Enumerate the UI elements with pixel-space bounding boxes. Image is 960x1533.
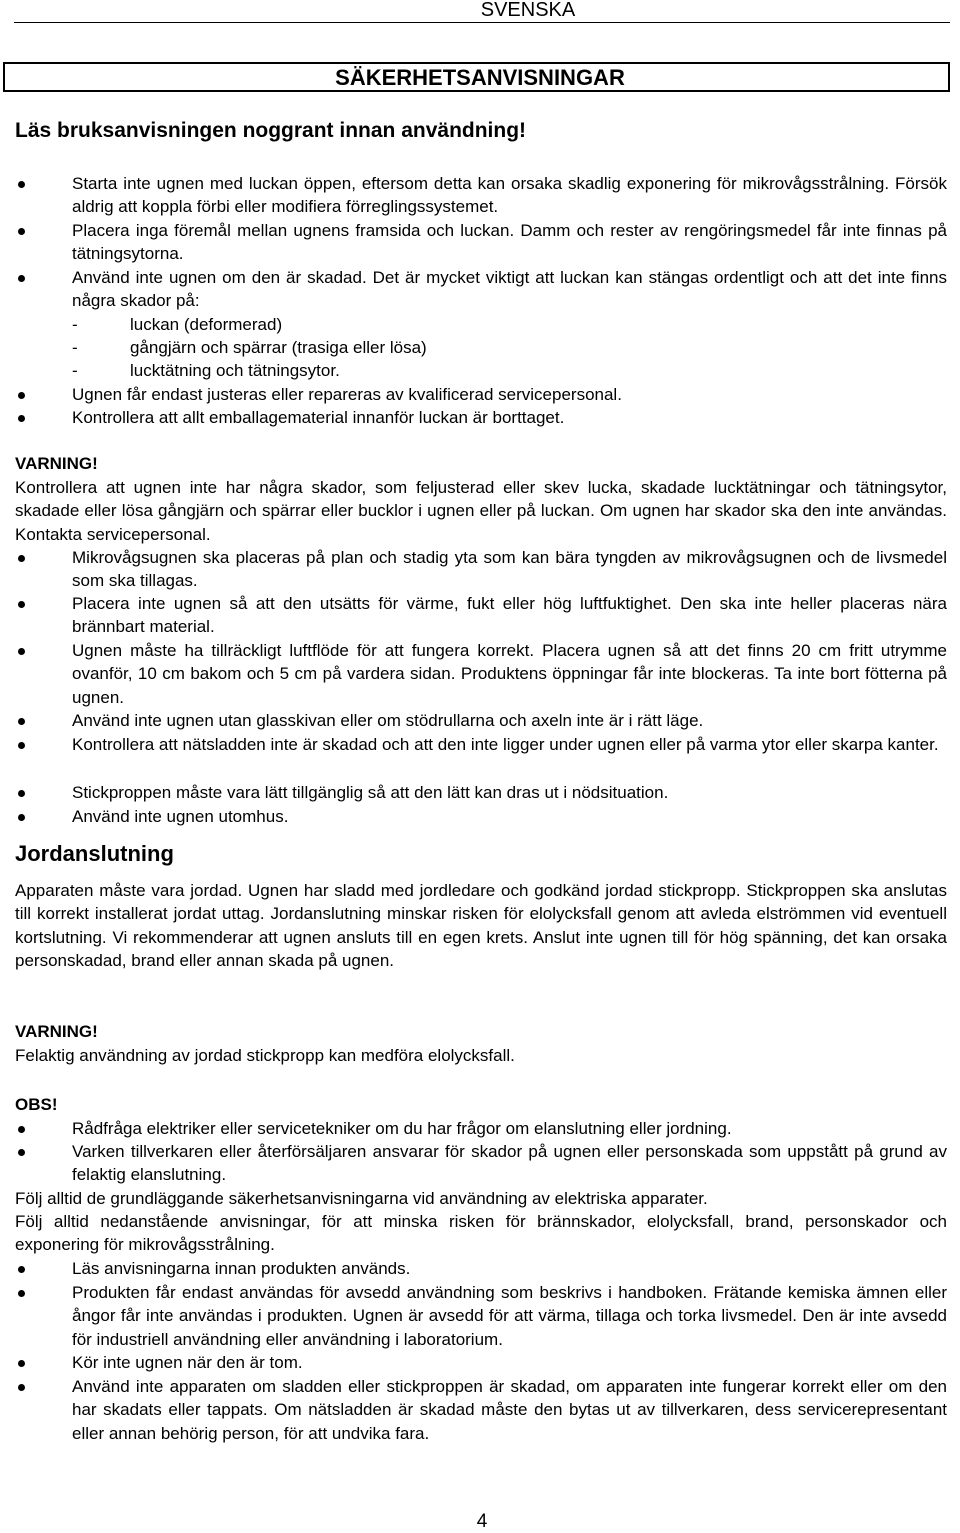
bullet-item: Kontrollera att allt emballagematerial innanför luckan är borttaget.: [72, 408, 565, 427]
follow-text: Följ alltid nedanstående anvisningar, för att minska risken för brännskador, elolycksfall, brand, personskador och exponering för mikrovågsstrålning.: [15, 1212, 947, 1255]
dash-marker: -: [72, 338, 78, 357]
bullet-item: Varken tillverkaren eller återförsäljaren ansvarar för skador på ugnen eller personskada som uppstått på grund av felaktig elanslutning.: [72, 1142, 947, 1185]
bullet-item: Läs anvisningarna innan produkten används.: [72, 1259, 411, 1278]
bullet-item: Stickproppen måste vara lätt tillgänglig så att den lätt kan dras ut i nödsituation.: [72, 783, 669, 802]
bullet-dot: [18, 1384, 25, 1391]
bullet-dot: [18, 742, 25, 749]
bullet-item: Använd inte ugnen utomhus.: [72, 807, 289, 826]
bullet-item: Använd inte ugnen om den är skadad. Det är mycket viktigt att luckan kan stängas ordentligt och att det inte finns några skador på:: [72, 268, 947, 311]
bullet-dot: [18, 1266, 25, 1273]
header-divider: [14, 22, 950, 23]
bullet-dot: [18, 814, 25, 821]
bullet-item: Använd inte apparaten om sladden eller stickproppen är skadad, om apparaten inte fungerar korrekt eller om den har skadats eller tappats. Om nätsladden är skadad måste den bytas ut av tillverkaren, dess servicerepresentant eller annan behörig person, för att undvika fara.: [72, 1377, 947, 1443]
bullet-item: Rådfråga elektriker eller servicetekniker om du har frågor om elanslutning eller jordning.: [72, 1119, 732, 1138]
warning-text: Felaktig användning av jordad stickpropp kan medföra elolycksfall.: [15, 1046, 515, 1065]
bullet-dot: [18, 1126, 25, 1133]
bullet-item: Ugnen måste ha tillräckligt luftflöde för att fungera korrekt. Placera ugnen så att det finns 20 cm fritt utrymme ovanför, 10 cm bakom och 5 cm på vardera sidan. Produktens öppningar får inte blockeras. Ta inte bort fötterna på ugnen.: [72, 641, 947, 707]
header-language: SVENSKA: [480, 0, 576, 21]
note-label: OBS!: [15, 1095, 58, 1114]
bullet-item: Använd inte ugnen utan glasskivan eller om stödrullarna och axeln inte är i rätt läge.: [72, 711, 704, 730]
bullet-dot: [18, 275, 25, 282]
warning-label: VARNING!: [15, 1022, 98, 1041]
grounding-text: Apparaten måste vara jordad. Ugnen har sladd med jordledare och godkänd jordad stickpropp. Stickproppen ska anslutas till korrekt installerat jordat uttag. Jordanslutning minskar risken för elolycksfall genom att avleda elströmmen vid eventuell kortslutning. Vi rekommenderar att ugnen ansluts till en egen krets. Anslut inte ugnen till för hög spänning, det kan orsaka personskadad, brand eller annan skada på ugnen.: [15, 881, 947, 970]
bullet-dot: [18, 790, 25, 797]
bullet-item: Kontrollera att nätsladden inte är skadad och att den inte ligger under ugnen eller på varma ytor eller skarpa kanter.: [72, 735, 939, 754]
bullet-item: Produkten får endast användas för avsedd användning som beskrivs i handboken. Frätande kemiska ämnen eller ångor får inte användas i produkten. Ugnen är avsedd för att värma, tillaga och torka livsmedel. Den är inte avsedd för industriell användning eller användning i laboratorium.: [72, 1283, 947, 1349]
damage-list-item: - gångjärn och spärrar (trasiga eller lösa): [72, 336, 427, 359]
bullet-item: Placera inte ugnen så att den utsätts för värme, fukt eller hög luftfuktighet. Den ska inte heller placeras nära brännbart material.: [72, 594, 947, 637]
bullet-dot: [18, 648, 25, 655]
bullet-item: Starta inte ugnen med luckan öppen, eftersom detta kan orsaka skadlig exponering för mikrovågsstrålning. Försök aldrig att koppla förbi eller modifiera förreglingssystemet.: [72, 174, 947, 217]
bullet-dot: [18, 601, 25, 608]
bullet-dot: [18, 718, 25, 725]
bullet-item: Mikrovågsugnen ska placeras på plan och stadig yta som kan bära tyngden av mikrovågsugnen och de livsmedel som ska tillagas.: [72, 548, 947, 591]
grounding-heading: Jordanslutning: [15, 841, 174, 866]
bullet-dot: [18, 415, 25, 422]
warning-label: VARNING!: [15, 454, 98, 473]
dash-marker: -: [72, 361, 78, 380]
follow-text: Följ alltid de grundläggande säkerhetsanvisningarna vid användning av elektriska apparater.: [15, 1189, 708, 1208]
warning-text: Kontrollera att ugnen inte har några skador, som feljusterad eller skev lucka, skadade lucktätningar och tätningsytor, skadade eller lösa gångjärn och spärrar eller bucklor i ugnen eller på luckan. Om ugnen har skador ska den inte användas. Kontakta servicepersonal.: [15, 478, 947, 544]
dash-marker: -: [72, 315, 78, 334]
bullet-dot: [18, 1290, 25, 1297]
page-number-text: 4: [476, 1511, 488, 1532]
damage-list-item: - luckan (deformerad): [72, 313, 282, 336]
bullet-dot: [18, 181, 25, 188]
damage-list-item: - lucktätning och tätningsytor.: [72, 359, 340, 382]
bullet-dot: [18, 392, 25, 399]
page-title: [0, 65, 960, 91]
bullet-dot: [18, 555, 25, 562]
bullet-dot: [18, 228, 25, 235]
bullet-item: Ugnen får endast justeras eller repareras av kvalificerad servicepersonal.: [72, 385, 622, 404]
intro-heading: Läs bruksanvisningen noggrant innan användning!: [15, 119, 527, 142]
bullet-dot: [18, 1360, 25, 1367]
bullet-dot: [18, 1149, 25, 1156]
bullet-item: Placera inga föremål mellan ugnens framsida och luckan. Damm och rester av rengöringsmedel får inte finnas på tätningsytorna.: [72, 221, 947, 264]
page-title-text: SÄKERHETSANVISNINGAR: [335, 65, 625, 90]
bullet-item: Kör inte ugnen när den är tom.: [72, 1353, 303, 1372]
